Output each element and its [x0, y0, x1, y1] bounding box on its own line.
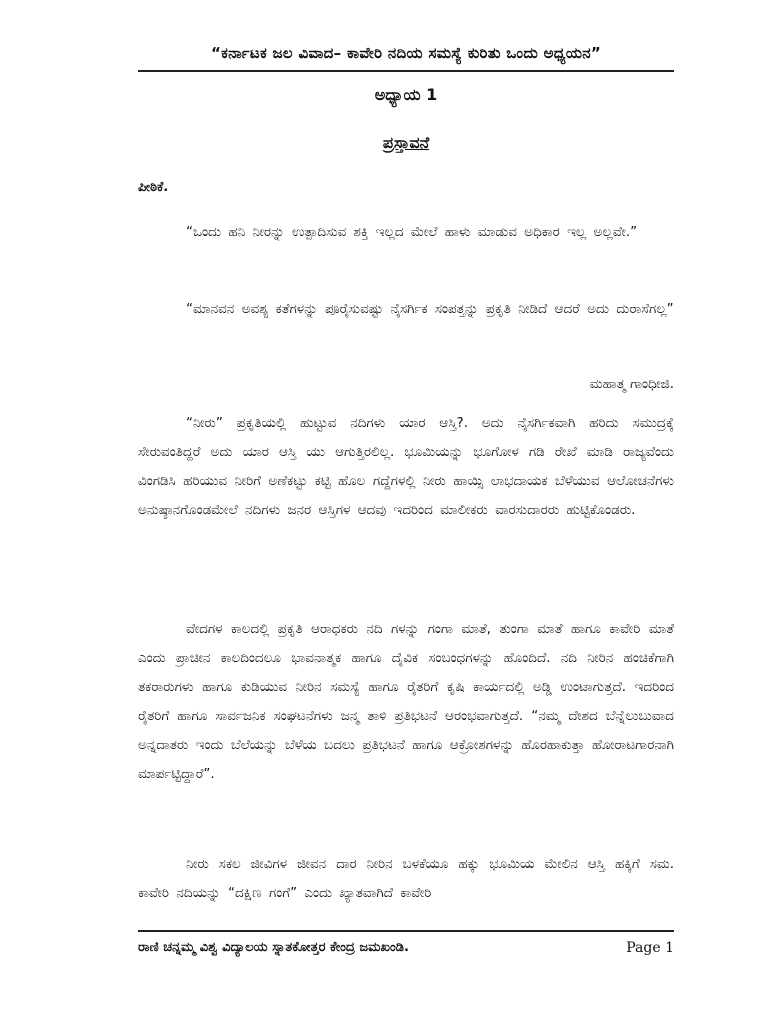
header-divider [138, 70, 674, 72]
body-paragraph-2: ವೇದಗಳ ಕಾಲದಲ್ಲಿ ಪ್ರಕೃತಿ ಆರಾಧಕರು ನದಿ ಗಳನ್ನು ಗಂಗಾ ಮಾತೆ, ತುಂಗಾ ಮಾತೆ ಹಾಗೂ ಕಾವೇರಿ ಮಾತೆ ಎಂದು ಪ್ರಾಚೀನ ಕಾಲದಿಂದಲೂ ಭಾವನಾತ್ಮಕ ಹಾಗೂ ದೈವಿಕ ಸಂಬಂಧಗಳನ್ನು ಹೊಂದಿದೆ. ನದಿ ನೀರಿನ ಹಂಚಿಕೆಗಾಗಿ ತಕರಾರುಗಳು ಹಾಗೂ ಕುಡಿಯುವ ನೀರಿನ ಸಮಸ್ಯೆ ಹಾಗೂ ರೈತರಿಗೆ ಕೃಷಿ ಕಾರ್ಯದಲ್ಲಿ ಅಡ್ಡಿ ಉಂಟಾಗುತ್ತದೆ. ಇದರಿಂದ ರೈತರಿಗೆ ಹಾಗೂ ಸಾರ್ವಜನಿಕ ಸಂಘಟನೆಗಳು ಜನ್ಮ ತಾಳಿ ಪ್ರತಿಭಟನೆ ಆರಂಭವಾಗುತ್ತದೆ. “ನಮ್ಮ ದೇಶದ ಬೆನ್ನೆಲುಬುವಾದ ಅನ್ನದಾತರು ಇಂದು ಬೆಲೆಯನ್ನು ಬೆಳೆಯ ಬದಲು ಪ್ರತಿಭಟನೆ ಹಾಗೂ ಆಕ್ರೋಶಗಳನ್ನು ಹೊರಹಾಕುತ್ತಾ ಹೋರಾಟಗಾರನಾಗಿ ಮಾರ್ಪಟ್ಟಿದ್ದಾರೆ”. [138, 621, 674, 782]
page-number: Page 1 [626, 940, 674, 956]
subheading: ಪೀಠಿಕೆ. [138, 180, 169, 195]
quote-paragraph-2: “ಮಾನವನ ಅವಶ್ಯ ಕತೆಗಳನ್ನು ಪೂರೈಸುವಷ್ಟು ನೈಸರ್ಗಿಕ ಸಂಪತ್ತನ್ನು ಪ್ರಕೃತಿ ನೀಡಿದೆ ಆದರೆ ಅದು ದುರಾಸೆಗಲ್ಲ” [186, 301, 674, 317]
body-paragraph-1: “ನೀರು” ಪ್ರಕೃತಿಯಲ್ಲಿ ಹುಟ್ಟುವ ನದಿಗಳು ಯಾರ ಆಸ್ತಿ?. ಅದು ನೈಸರ್ಗಿಕವಾಗಿ ಹರಿದು ಸಮುದ್ರಕ್ಕೆ ಸೇರುವಂತಿದ್ದರೆ ಅದು ಯಾರ ಆಸ್ತಿ ಯು ಆಗುತ್ತಿರಲಿಲ್ಲ. ಭೂಮಿಯನ್ನು ಭೂಗೋಳ ಗಡಿ ರೇಖೆ ಮಾಡಿ ರಾಜ್ಯವೆಂದು ವಿಂಗಡಿಸಿ ಹರಿಯುವ ನೀರಿಗೆ ಅಣೆಕಟ್ಟು ಕಟ್ಟಿ ಹೊಲ ಗದ್ದೆಗಳಲ್ಲಿ ನೀರು ಹಾಯ್ಸಿ ಲಾಭದಾಯಕ ಬೆಳೆಯುವ ಆಲೋಚನೆಗಳು ಅನುಷ್ಠಾನಗೊಂಡಮೇಲೆ ನದಿಗಳು ಜನರ ಆಸ್ತಿಗಳ ಆದವು ಇದರಿಂದ ಮಾಲೀಕರು ವಾರಸುದಾರರು ಹುಟ್ಟಿಕೊಂಡರು. [138, 415, 674, 518]
footer-divider [138, 930, 674, 932]
footer-institution: ರಾಣಿ ಚನ್ನಮ್ಮ ವಿಶ್ವ ವಿದ್ಯಾಲಯ ಸ್ನಾತಕೋತ್ತರ ಕೇಂದ್ರ ಜಮಖಂಡಿ. [138, 940, 409, 955]
chapter-title: ಅಧ್ಯಾಯ 1 [374, 85, 438, 104]
quote-paragraph-1: “ಒಂದು ಹನಿ ನೀರನ್ನು ಉತ್ಪಾದಿಸುವ ಶಕ್ತಿ ಇಲ್ಲದ ಮೇಲೆ ಹಾಳು ಮಾಡುವ ಅಧಿಕಾರ ಇಲ್ಲ ಅಲ್ಲವೇ.” [186, 224, 638, 240]
quote-attribution: ಮಹಾತ್ಮ ಗಾಂಧೀಜಿ. [589, 376, 674, 392]
running-header: “ಕರ್ನಾಟಕ ಜಲ ವಿವಾದ– ಕಾವೇರಿ ನದಿಯ ಸಮಸ್ಯೆ ಕುರಿತು ಒಂದು ಅಧ್ಯಯನ” [210, 44, 602, 62]
body-paragraph-3: ನೀರು ಸಕಲ ಜೀವಿಗಳ ಜೀವನ ದಾರ ನೀರಿನ ಬಳಕೆಯೂ ಹಕ್ಕು ಭೂಮಿಯ ಮೇಲಿನ ಆಸ್ತಿ ಹಕ್ಕಿಗೆ ಸಮ. ಕಾವೇರಿ ನದಿಯನ್ನು “ದಕ್ಷಿಣ ಗಂಗೆ” ಎಂದು ಖ್ಯಾತವಾಗಿದೆ ಕಾವೇರಿ [138, 856, 674, 901]
section-title: ಪ್ರಸ್ತಾವನೆ [382, 133, 430, 152]
